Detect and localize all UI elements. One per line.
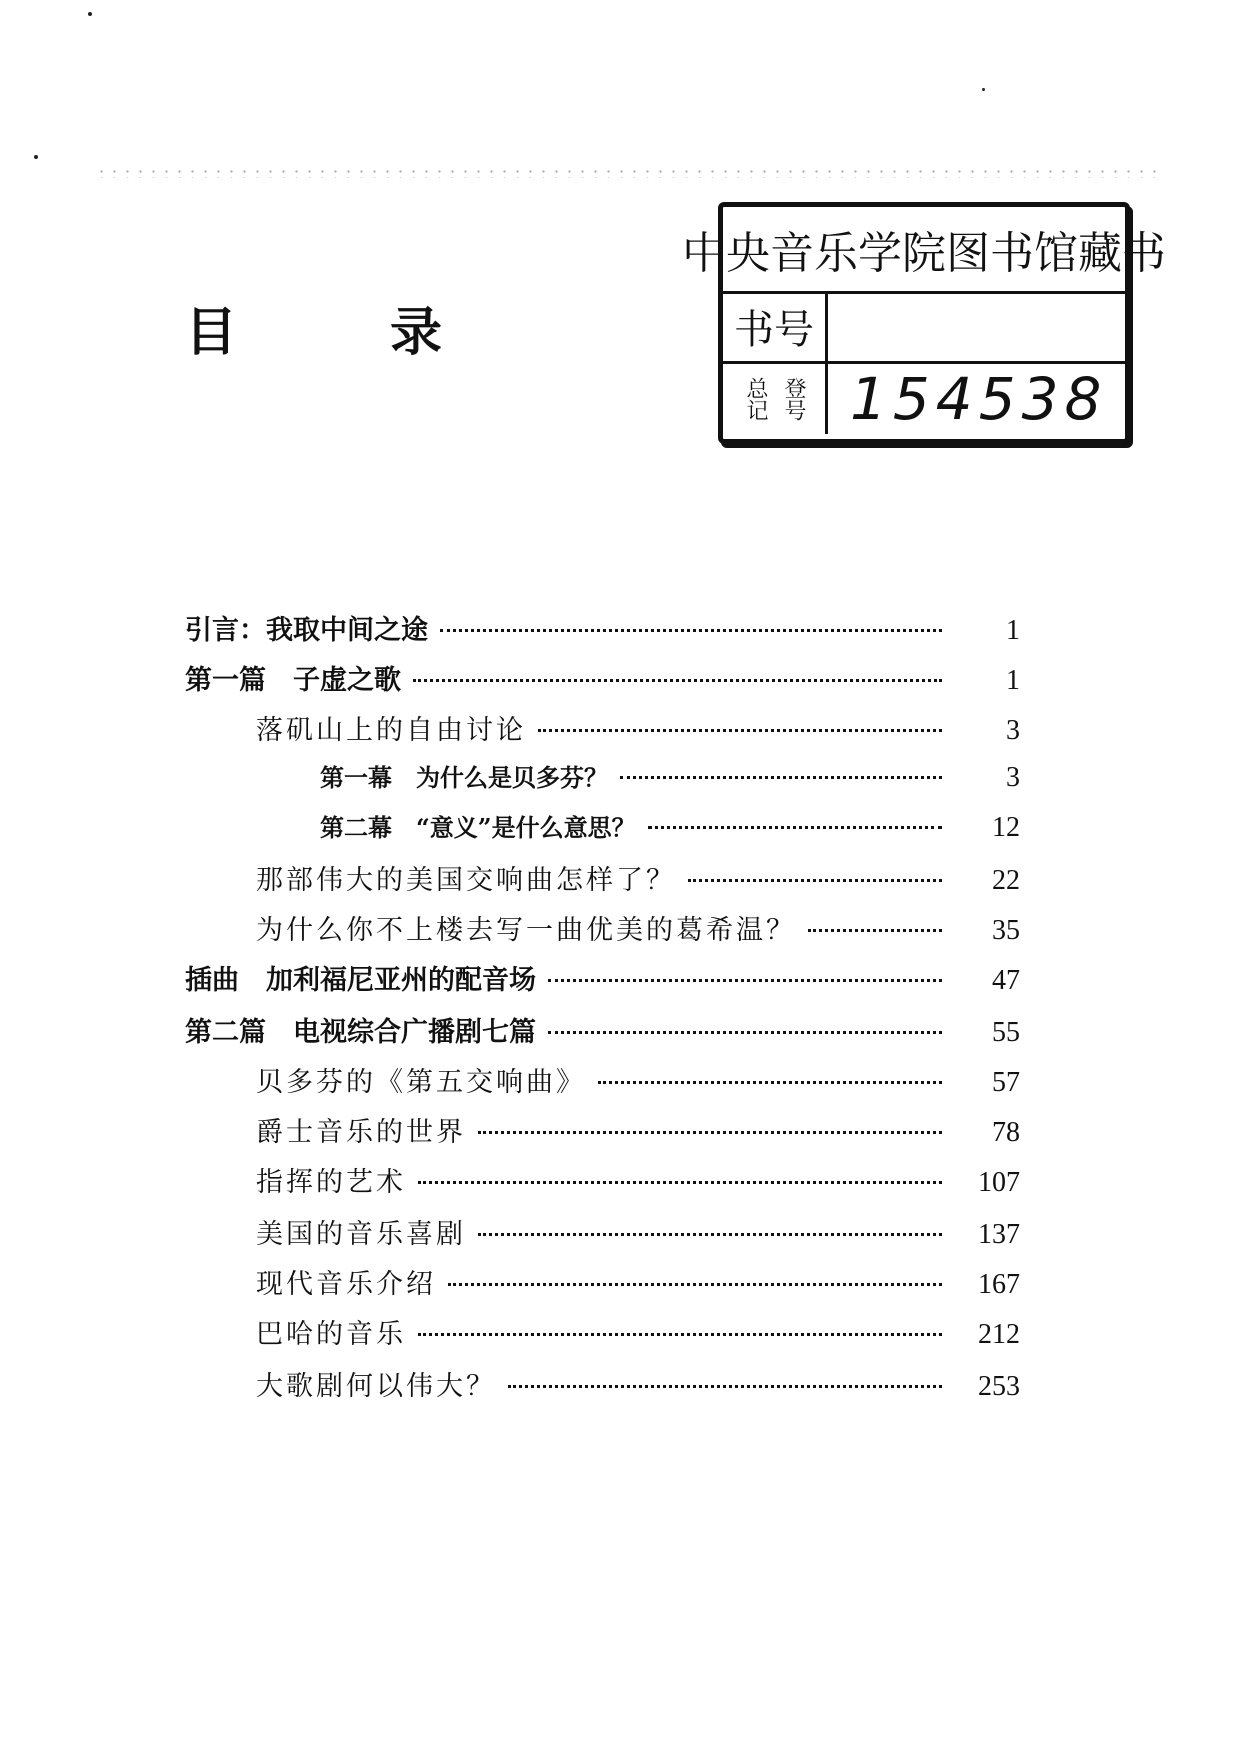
toc-dot-leader <box>478 1131 942 1134</box>
toc-entry-title: 美国的音乐喜剧 <box>256 1219 466 1250</box>
toc-entry-title: 指挥的艺术 <box>256 1167 406 1198</box>
toc-entry <box>256 708 1020 748</box>
scan-speck <box>88 12 92 16</box>
stamp-register-number: 154538 <box>850 365 1108 433</box>
toc-dot-leader <box>598 1081 942 1084</box>
toc-dot-leader <box>448 1283 942 1286</box>
toc-entry-title: 落矶山上的自由讨论 <box>256 715 526 746</box>
toc-entry-title: 第一篇 子虚之歌 <box>185 665 401 696</box>
library-stamp <box>682 202 1166 444</box>
toc-entry-title: 第二篇 电视综合广播剧七篇 <box>185 1017 536 1048</box>
toc-entry <box>256 1364 1020 1404</box>
toc-dot-leader <box>620 776 942 779</box>
toc-entry <box>256 1060 1020 1100</box>
toc-entry-page: 1 <box>1006 615 1020 646</box>
toc-entry-page: 3 <box>1006 715 1020 746</box>
toc-entry-page: 107 <box>978 1167 1020 1198</box>
toc-entry-title: 为什么你不上楼去写一曲优美的葛希温？ <box>256 915 796 946</box>
toc-entry-page: 12 <box>992 812 1020 843</box>
stamp-register-label-col1: 总记 <box>743 377 768 421</box>
scan-speck <box>34 155 38 159</box>
toc-dot-leader <box>478 1233 942 1236</box>
toc-dot-leader <box>538 729 942 732</box>
toc-entry <box>256 858 1020 898</box>
scan-noise-line <box>95 168 1160 178</box>
stamp-register-row <box>723 364 1125 434</box>
toc-entry-page: 212 <box>978 1319 1020 1350</box>
toc-dot-leader <box>548 979 942 982</box>
toc-dot-leader <box>648 826 942 829</box>
stamp-call-number-label: 书号 <box>723 291 828 361</box>
toc-dot-leader <box>418 1181 942 1184</box>
toc-entry-page: 253 <box>978 1371 1020 1402</box>
toc-dot-leader <box>508 1385 942 1388</box>
toc-entry-title: 大歌剧何以伟大？ <box>256 1371 496 1402</box>
page-title-char-1: 目 <box>185 303 238 363</box>
toc-entry-page: 22 <box>992 865 1020 896</box>
toc-dot-leader <box>413 679 942 682</box>
scan-speck <box>982 88 985 91</box>
toc-entry-page: 3 <box>1006 762 1020 793</box>
toc-dot-leader <box>808 929 942 932</box>
toc-entry <box>256 1212 1020 1252</box>
toc-entry-title: 现代音乐介绍 <box>256 1269 436 1300</box>
toc-entry-title: 第一幕 为什么是贝多芬？ <box>320 763 608 792</box>
stamp-register-label <box>723 364 828 434</box>
toc-entry-page: 78 <box>992 1117 1020 1148</box>
stamp-call-number-value <box>828 291 1125 361</box>
page-title-char-2: 录 <box>390 303 443 363</box>
toc-entry <box>256 1262 1020 1302</box>
toc-entry <box>185 958 1020 998</box>
toc-entry-page: 35 <box>992 915 1020 946</box>
toc-entry <box>185 1010 1020 1050</box>
toc-entry <box>256 908 1020 948</box>
stamp-call-number-row <box>723 291 1125 364</box>
toc-entry <box>185 658 1020 698</box>
toc-entry-page: 57 <box>992 1067 1020 1098</box>
toc-entry-page: 47 <box>992 965 1020 996</box>
toc-entry-title: 第二幕 “意义”是什么意思？ <box>320 813 636 842</box>
toc-entry-title: 插曲 加利福尼亚州的配音场 <box>185 965 536 996</box>
toc-entry <box>256 1312 1020 1352</box>
toc-dot-leader <box>440 629 942 632</box>
toc-dot-leader <box>418 1333 942 1336</box>
toc-entry-page: 1 <box>1006 665 1020 696</box>
toc-entry-title: 爵士音乐的世界 <box>256 1117 466 1148</box>
toc-entry <box>320 758 1020 798</box>
toc-entry <box>185 608 1020 648</box>
toc-entry-title: 贝多芬的《第五交响曲》 <box>256 1067 586 1098</box>
toc-dot-leader <box>688 879 942 882</box>
toc-entry <box>320 808 1020 848</box>
toc-entry-page: 167 <box>978 1269 1020 1300</box>
toc-entry-page: 55 <box>992 1017 1020 1048</box>
toc-dot-leader <box>548 1031 942 1034</box>
toc-entry <box>256 1160 1020 1200</box>
toc-entry-page: 137 <box>978 1219 1020 1250</box>
toc-entry <box>256 1110 1020 1150</box>
toc-entry-title: 那部伟大的美国交响曲怎样了？ <box>256 865 676 896</box>
stamp-library-name: 中央音乐学院图书馆藏书 <box>723 207 1125 294</box>
toc-entry-title: 引言：我取中间之途 <box>185 615 428 646</box>
stamp-register-label-col2: 登号 <box>781 377 806 421</box>
toc-entry-title: 巴哈的音乐 <box>256 1319 406 1350</box>
